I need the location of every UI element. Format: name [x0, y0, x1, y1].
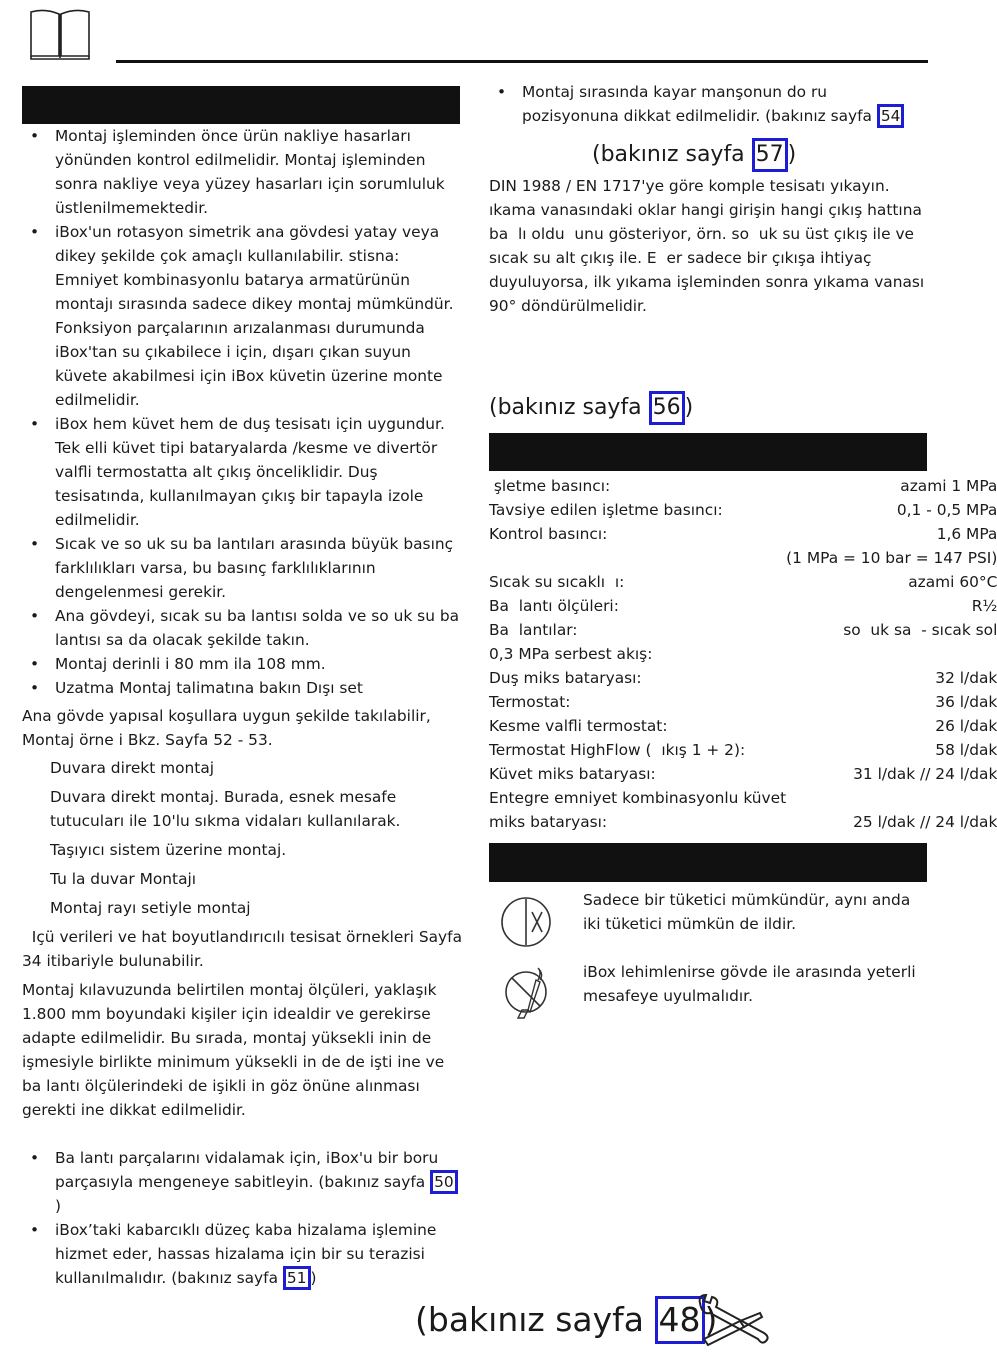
- list-item-text: iBox’taki kabarcıklı düzeç kaba hizalama işlemine hizmet eder, hassas hizalama için bir su terazisi kullanılmalıdır. (bakınız sayfa: [55, 1221, 437, 1287]
- list-item-text: Montaj sırasında kayar manşonun do ru pozisyonuna dikkat edilmelidir. (bakınız sayfa: [522, 83, 877, 125]
- page-ref-48-heading: [415, 1296, 717, 1344]
- header-rule: [116, 60, 928, 63]
- list-item: • Sıcak ve so uk su ba lantıları arasında büyük basınç farklılıkları varsa, bu basınç farklılıklarının dengelenmesi gerekir.: [22, 532, 462, 604]
- fixing-notes: [22, 1146, 462, 1290]
- list-item: • Uzatma Montaj talimatına bakın Dışı set: [22, 676, 462, 700]
- table-row: [489, 714, 997, 738]
- list-item-text: Ba lantı parçalarını vidalamak için, iBox'u bir boru parçasıyla mengeneye sabitleyin. (bakınız sayfa: [55, 1149, 439, 1191]
- tech-label: Ba lantı ölçüleri:: [489, 597, 619, 615]
- flushing-paragraph: DIN 1988 / EN 1717'ye göre komple tesisatı yıkayın. ıkama vanasındaki oklar hangi girişin hangi çıkış hattına ba lı oldu unu gösteriyor, örn. so uk su üst çıkış ile ve sıcak su alt çıkış ile. E er sadece bir çıkışa ihtiyaç duyuluyorsa, ilk yıkama işleminden sonra yıkama vanası 90° döndürülmelidir.: [489, 177, 930, 315]
- ref-text: (bakınız sayfa: [489, 395, 649, 420]
- close-paren: ): [704, 1300, 718, 1339]
- page-ref-54[interactable]: 54: [877, 104, 905, 128]
- list-item: • iBox'un rotasyon simetrik ana gövdesi yatay veya dikey şekilde çok amaçlı kullanılabilir. stisna: Emniyet kombinasyonlu batarya armatürünün montajı sırasında sadece dikey montaj mümkündür. Fonksiyon parçalarının arızalanması durumunda iBox'tan su çıkabilece i için, dışarı çıkan suyun küvete akabilmesi için iBox küvetin üzerine monte edilmelidir.: [22, 220, 462, 412]
- tech-value: 26 l/dak: [935, 717, 997, 735]
- tech-value: R½: [971, 597, 997, 615]
- page-ref-48[interactable]: 48: [655, 1296, 705, 1344]
- tech-label: Kesme valfli termostat:: [489, 717, 668, 735]
- tech-label: Tavsiye edilen işletme basıncı:: [489, 501, 723, 519]
- tech-value: azami 60°C: [908, 573, 997, 591]
- list-item: [489, 80, 927, 128]
- close-paren: ): [787, 142, 797, 167]
- table-row: [489, 594, 997, 618]
- tech-value: 36 l/dak: [935, 693, 997, 711]
- page-ref-57-heading: [592, 138, 796, 172]
- section-bar-technical-data: [489, 433, 927, 471]
- table-row: [489, 690, 997, 714]
- page-ref-50[interactable]: 50: [430, 1170, 458, 1194]
- table-row: [489, 642, 997, 666]
- tech-value: 31 l/dak // 24 l/dak: [853, 765, 997, 783]
- technical-data-table: [489, 474, 997, 834]
- page-ref-56[interactable]: 56: [649, 391, 685, 425]
- section-bar-warnings: [489, 843, 927, 882]
- tech-value: [786, 786, 997, 810]
- sleeve-note-list: [489, 80, 927, 128]
- height-paragraph: Montaj kılavuzunda belirtilen montaj ölçüleri, yaklaşık 1.800 mm boyundaki kişiler için idealdir ve gerekirse adapte edilmelidir. Bu sırada, montaj yüksekli inin de işmesiyle birlikte minimum yüksekli in de de işti ine ve ba lantı ölçülerindeki de işikli in göz önüne alınması gerekti ine dikkat edilmelidir.: [22, 981, 445, 1119]
- tech-value: so uk sa - sıcak sol: [843, 621, 997, 639]
- table-row: [489, 570, 997, 594]
- table-row: [489, 738, 997, 762]
- page-ref-57[interactable]: 57: [752, 138, 788, 172]
- tech-label: Kontrol basıncı:: [489, 525, 608, 543]
- table-row: [489, 666, 997, 690]
- tech-label: 0,3 MPa serbest akış:: [489, 645, 653, 663]
- tech-label: Küvet miks bataryası:: [489, 765, 656, 783]
- ref-text: (bakınız sayfa: [415, 1300, 655, 1339]
- tech-value: 32 l/dak: [935, 669, 997, 687]
- tech-value: 58 l/dak: [935, 741, 997, 759]
- mount-option: Tu la duvar Montajı: [50, 870, 197, 888]
- tech-label: Duş miks bataryası:: [489, 669, 642, 687]
- page-ref-51[interactable]: 51: [283, 1266, 311, 1290]
- table-row: [489, 546, 997, 570]
- warning-text-soldering: iBox lehimlenirse gövde ile arasında yeterli mesafeye uyulmalıdır.: [583, 963, 916, 1005]
- list-item: • Montaj işleminden önce ürün nakliye hasarları yönünden kontrol edilmelidir. Montaj işleminden sonra nakliye veya yüzey hasarları için sorumluluk üstlenilmemektedir.: [22, 124, 462, 220]
- table-row: [489, 786, 997, 810]
- tech-value: 25 l/dak // 24 l/dak: [853, 813, 997, 831]
- warning-text-consumer: Sadece bir tüketici mümkündür, aynı anda iki tüketici mümkün de ildir.: [583, 891, 911, 933]
- wrench-screwdriver-icon: [694, 1293, 772, 1349]
- table-row: [489, 762, 997, 786]
- tech-value: [786, 642, 997, 666]
- table-row: [489, 474, 997, 498]
- mount-options: [22, 756, 462, 920]
- tech-value: 0,1 - 0,5 MPa: [896, 501, 997, 519]
- installation-data-paragraph: Içü verileri ve hat boyutlandırıcılı tesisat örnekleri Sayfa 34 itibariyle bulunabilir.: [22, 928, 467, 970]
- close-paren: ): [684, 395, 694, 420]
- no-soldering-icon: [502, 966, 554, 1018]
- tech-value: (1 MPa = 10 bar = 147 PSI): [786, 549, 997, 567]
- mount-option: Taşıyıcı sistem üzerine montaj.: [50, 841, 287, 859]
- single-consumer-icon: [500, 896, 552, 948]
- list-item: • Ana gövdeyi, sıcak su ba lantısı solda ve so uk su ba lantısı sa da olacak şekilde takın.: [22, 604, 462, 652]
- installation-notes-list: [22, 124, 462, 700]
- technical-data: [489, 474, 997, 834]
- left-column: [22, 124, 467, 1122]
- fixing-notes-list: [22, 1146, 462, 1290]
- mounting-paragraph: Ana gövde yapısal koşullara uygun şekilde takılabilir, Montaj örne i Bkz. Sayfa 52 - 53.: [22, 707, 431, 749]
- section-bar-installation: [22, 86, 460, 124]
- tech-label: şletme basıncı:: [489, 477, 611, 495]
- tech-label: Entegre emniyet kombinasyonlu küvet: [489, 789, 787, 807]
- table-row: [489, 498, 997, 522]
- ref-text: (bakınız sayfa: [592, 142, 752, 167]
- tech-label: Ba lantılar:: [489, 621, 578, 639]
- sleeve-note: [489, 80, 927, 128]
- close-paren: ): [55, 1197, 62, 1215]
- page-ref-56-heading: [489, 391, 693, 425]
- mount-option: Duvara direkt montaj: [50, 759, 215, 777]
- open-book-icon: [29, 8, 91, 60]
- table-row: [489, 522, 997, 546]
- table-row: [489, 810, 997, 834]
- mount-option: Duvara direkt montaj. Burada, esnek mesafe tutucuları ile 10'lu sıkma vidaları kullanılarak.: [50, 788, 401, 830]
- tech-label: [489, 546, 786, 570]
- list-item: • Montaj derinli i 80 mm ila 108 mm.: [22, 652, 462, 676]
- tech-value: azami 1 MPa: [900, 477, 997, 495]
- tech-label: miks bataryası:: [489, 813, 608, 831]
- list-item: [22, 1146, 462, 1218]
- mount-option: Montaj rayı setiyle montaj: [50, 899, 251, 917]
- list-item: • iBox hem küvet hem de duş tesisatı için uygundur. Tek elli küvet tipi bataryalarda /kesme ve divertör valfli termostatta alt çıkış önceliklidir. Duş tesisatında, kullanılmayan çıkış bir tapayla izole edilmelidir.: [22, 412, 462, 532]
- close-paren: ): [310, 1269, 317, 1287]
- tech-value: 1,6 MPa: [936, 525, 997, 543]
- table-row: [489, 618, 997, 642]
- tech-label: Termostat HighFlow ( ıkış 1 + 2):: [489, 741, 746, 759]
- tech-label: Termostat:: [489, 693, 571, 711]
- list-item: [22, 1218, 462, 1290]
- tech-label: Sıcak su sıcaklı ı:: [489, 573, 625, 591]
